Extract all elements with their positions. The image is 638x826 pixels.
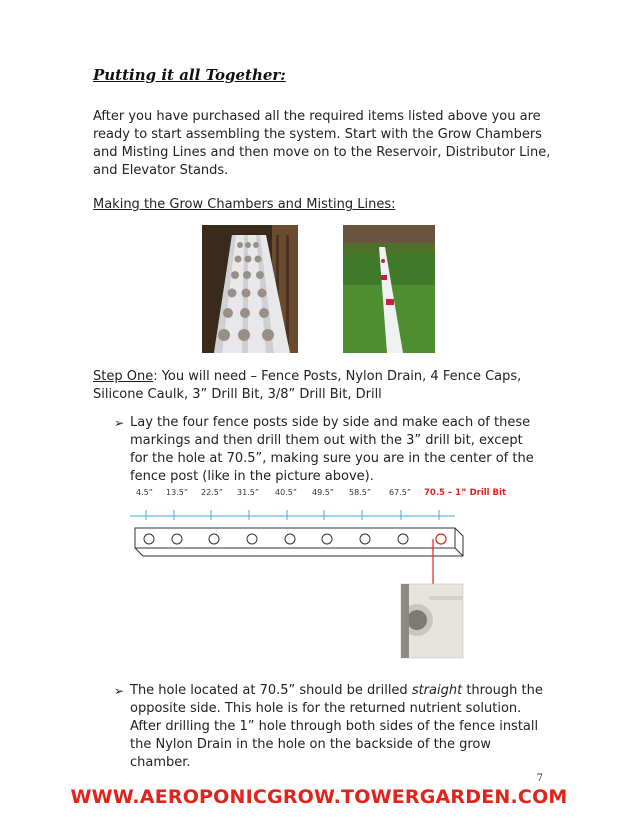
bullet-text: The hole located at 70.5” should be drilled straight through the opposite side. This hole is for the returned nutrient solution. After drilling the 1” hole through both sides of the fence install the Nylon Drain in the hole on the backside of the grow chamber. bbox=[130, 683, 543, 770]
section-heading: Putting it all Together: bbox=[93, 66, 286, 84]
drain-hole bbox=[436, 534, 446, 544]
drill-hole bbox=[285, 534, 295, 544]
mark-label: 49.5” bbox=[312, 488, 334, 497]
drill-hole bbox=[360, 534, 370, 544]
drill-bit-label: 70.5 – 1” Drill Bit bbox=[424, 488, 507, 498]
drill-hole bbox=[172, 534, 182, 544]
drilling-diagram bbox=[125, 500, 475, 680]
bullet-item bbox=[114, 414, 544, 486]
misting-line-photo bbox=[343, 225, 435, 353]
step-one-paragraph bbox=[93, 368, 533, 404]
mark-label: 31.5” bbox=[237, 488, 259, 497]
website-footer: WWW.AEROPONICGROW.TOWERGARDEN.COM bbox=[70, 786, 568, 808]
mark-label: 67.5” bbox=[389, 488, 411, 497]
drill-hole bbox=[209, 534, 219, 544]
drill-hole bbox=[144, 534, 154, 544]
drill-hole bbox=[322, 534, 332, 544]
mark-label: 40.5” bbox=[275, 488, 297, 497]
fence-posts-photo bbox=[202, 225, 298, 353]
step-one-text: : You will need – Fence Posts, Nylon Drain, 4 Fence Caps, Silicone Caulk, 3” Drill Bit, 3/8” Drill Bit, Drill bbox=[93, 369, 522, 402]
intro-paragraph: After you have purchased all the required items listed above you are ready to start assembling the system. Start with the Grow Chambers and Misting Lines and then move on to the Reservoir, Distributor Line, and Elevator Stands. bbox=[93, 109, 551, 178]
bullet-item bbox=[114, 682, 544, 772]
mark-label: 58.5” bbox=[349, 488, 371, 497]
emphasis-text: straight bbox=[411, 683, 463, 698]
subheading: Making the Grow Chambers and Misting Lines: bbox=[93, 197, 396, 212]
drill-hole bbox=[398, 534, 408, 544]
step-one-label: Step One bbox=[93, 369, 154, 384]
mark-label: 13.5” bbox=[166, 488, 188, 497]
mark-label: 4.5” bbox=[136, 488, 153, 497]
arrow-bullet-icon: ➢ bbox=[114, 416, 125, 430]
mark-label: 22.5” bbox=[201, 488, 223, 497]
arrow-bullet-icon: ➢ bbox=[114, 684, 125, 698]
page-number: 7 bbox=[536, 773, 543, 784]
drill-hole bbox=[247, 534, 257, 544]
fence-post-outline bbox=[135, 528, 463, 556]
bullet-text: Lay the four fence posts side by side and make each of these markings and then drill them out with the 3” drill bit, except for the hole at 70.5”, making sure you are in the center of the fence post (like in the picture above). bbox=[130, 415, 534, 484]
